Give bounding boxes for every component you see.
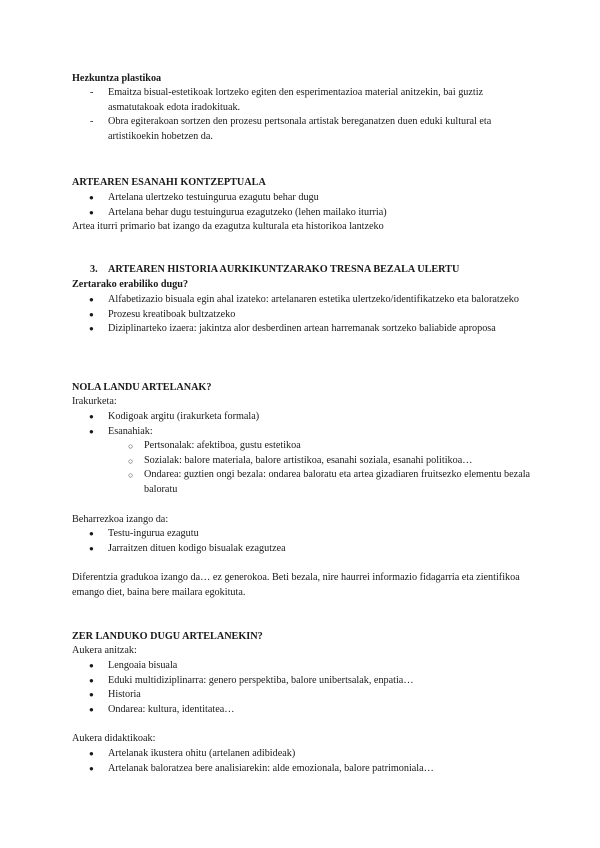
list-item: ○ Sozialak: balore materiala, balore artistikoa, esanahi soziala, esanahi politikoa… [72, 454, 540, 469]
paragraph-diferentzia: Diferentzia gradukoa izango da… ez generokoa. Beti bezala, nire haurrei informazio fidagarria eta zientifikoa emango diet, baina bere mailara egokituta. [72, 572, 520, 598]
list-item: ○ Ondarea: guztien ongi bezala: ondarea baloratu eta artea gizadiaren fruitsezko elementu bezala baloratu [72, 468, 540, 497]
dash-list-plastikoa [72, 86, 540, 144]
label-aukera-didaktikoak: Aukera didaktikoak: [72, 733, 156, 744]
list-item: - Obra egiterakoan sortzen den prozesu pertsonala artistak bereganatzen duen eduki kultural eta artistikoekin hobetzen da. [72, 115, 540, 144]
list-item: ○ Pertsonalak: afektiboa, gustu estetikoa [72, 439, 540, 454]
label-irakurketa: Irakurketa: [72, 396, 117, 407]
label-aukera-anitzak: Aukera anitzak: [72, 645, 137, 656]
list-item: ● Artelanak ikustera ohitu (artelanen adibideak) [72, 747, 540, 762]
heading-hezkuntza-plastikoa: Hezkuntza plastikoa [72, 73, 162, 84]
bullet-list-aukera-anitzak [72, 659, 540, 717]
bullet-list-aukera-didaktikoak [72, 747, 540, 776]
list-item: ● Artelana ulertzeko testuingurua ezagutu behar dugu [72, 191, 540, 206]
list-item: ● Diziplinarteko izaera: jakintza alor desberdinen artean harremanak sortzeko baliabide aproposa [72, 322, 540, 337]
list-item: ● Alfabetizazio bisuala egin ahal izateko: artelanaren estetika ulertzeko/identifikatzeko eta baloratzeko [72, 293, 540, 308]
sub-list-esanahiak [72, 439, 540, 497]
list-item: ● Prozesu kreatiboak bultzatzeko [72, 308, 540, 323]
bullet-list-irakurketa [72, 410, 540, 439]
label-beharrezkoa: Beharrezkoa izango da: [72, 514, 169, 525]
list-item: ● Esanahiak: [72, 425, 540, 440]
list-item: ● Testu-ingurua ezagutu [72, 527, 540, 542]
heading-nola-landu: NOLA LANDU ARTELANAK? [72, 382, 212, 393]
heading-text: ARTEAREN HISTORIA AURKIKUNTZARAKO TRESNA BEZALA ULERTU [108, 264, 460, 275]
list-item: ● Ondarea: kultura, identitatea… [72, 703, 540, 718]
list-item: ● Eduki multidiziplinarra: genero perspektiba, balore unibertsalak, enpatia… [72, 674, 540, 689]
list-item: ● Lengoaia bisuala [72, 659, 540, 674]
list-item: ● Historia [72, 688, 540, 703]
list-item: - Emaitza bisual-estetikoak lortzeko egiten den esperimentazioa material anitzekin, bai guztiz asmatutakoak edota iradokituak. [72, 86, 540, 115]
list-item: ● Jarraitzen dituen kodigo bisualak ezagutzea [72, 542, 540, 557]
list-item: ● Artelana behar dugu testuingurua ezagutzeko (lehen mailako iturria) [72, 206, 540, 221]
subheading-zertarako: Zertarako erabiliko dugu? [72, 279, 189, 290]
bullet-list-esanahi [72, 191, 540, 220]
bullet-list-beharrezkoa [72, 527, 540, 556]
paragraph-artea-iturri: Artea iturri primario bat izango da ezagutza kulturala eta historikoa lantzeko [72, 221, 384, 232]
list-item: ● Artelanak baloratzea bere analisiarekin: alde emozionala, balore patrimoniala… [72, 762, 540, 777]
heading-artearen-esanahi: ARTEAREN ESANAHI KONTZEPTUALA [72, 177, 266, 188]
heading-artearen-historia [72, 263, 558, 278]
bullet-list-zertarako [72, 293, 540, 337]
heading-number: 3. [90, 264, 98, 275]
list-item: ● Kodigoak argitu (irakurketa formala) [72, 410, 540, 425]
heading-zer-landuko: ZER LANDUKO DUGU ARTELANEKIN? [72, 631, 263, 642]
